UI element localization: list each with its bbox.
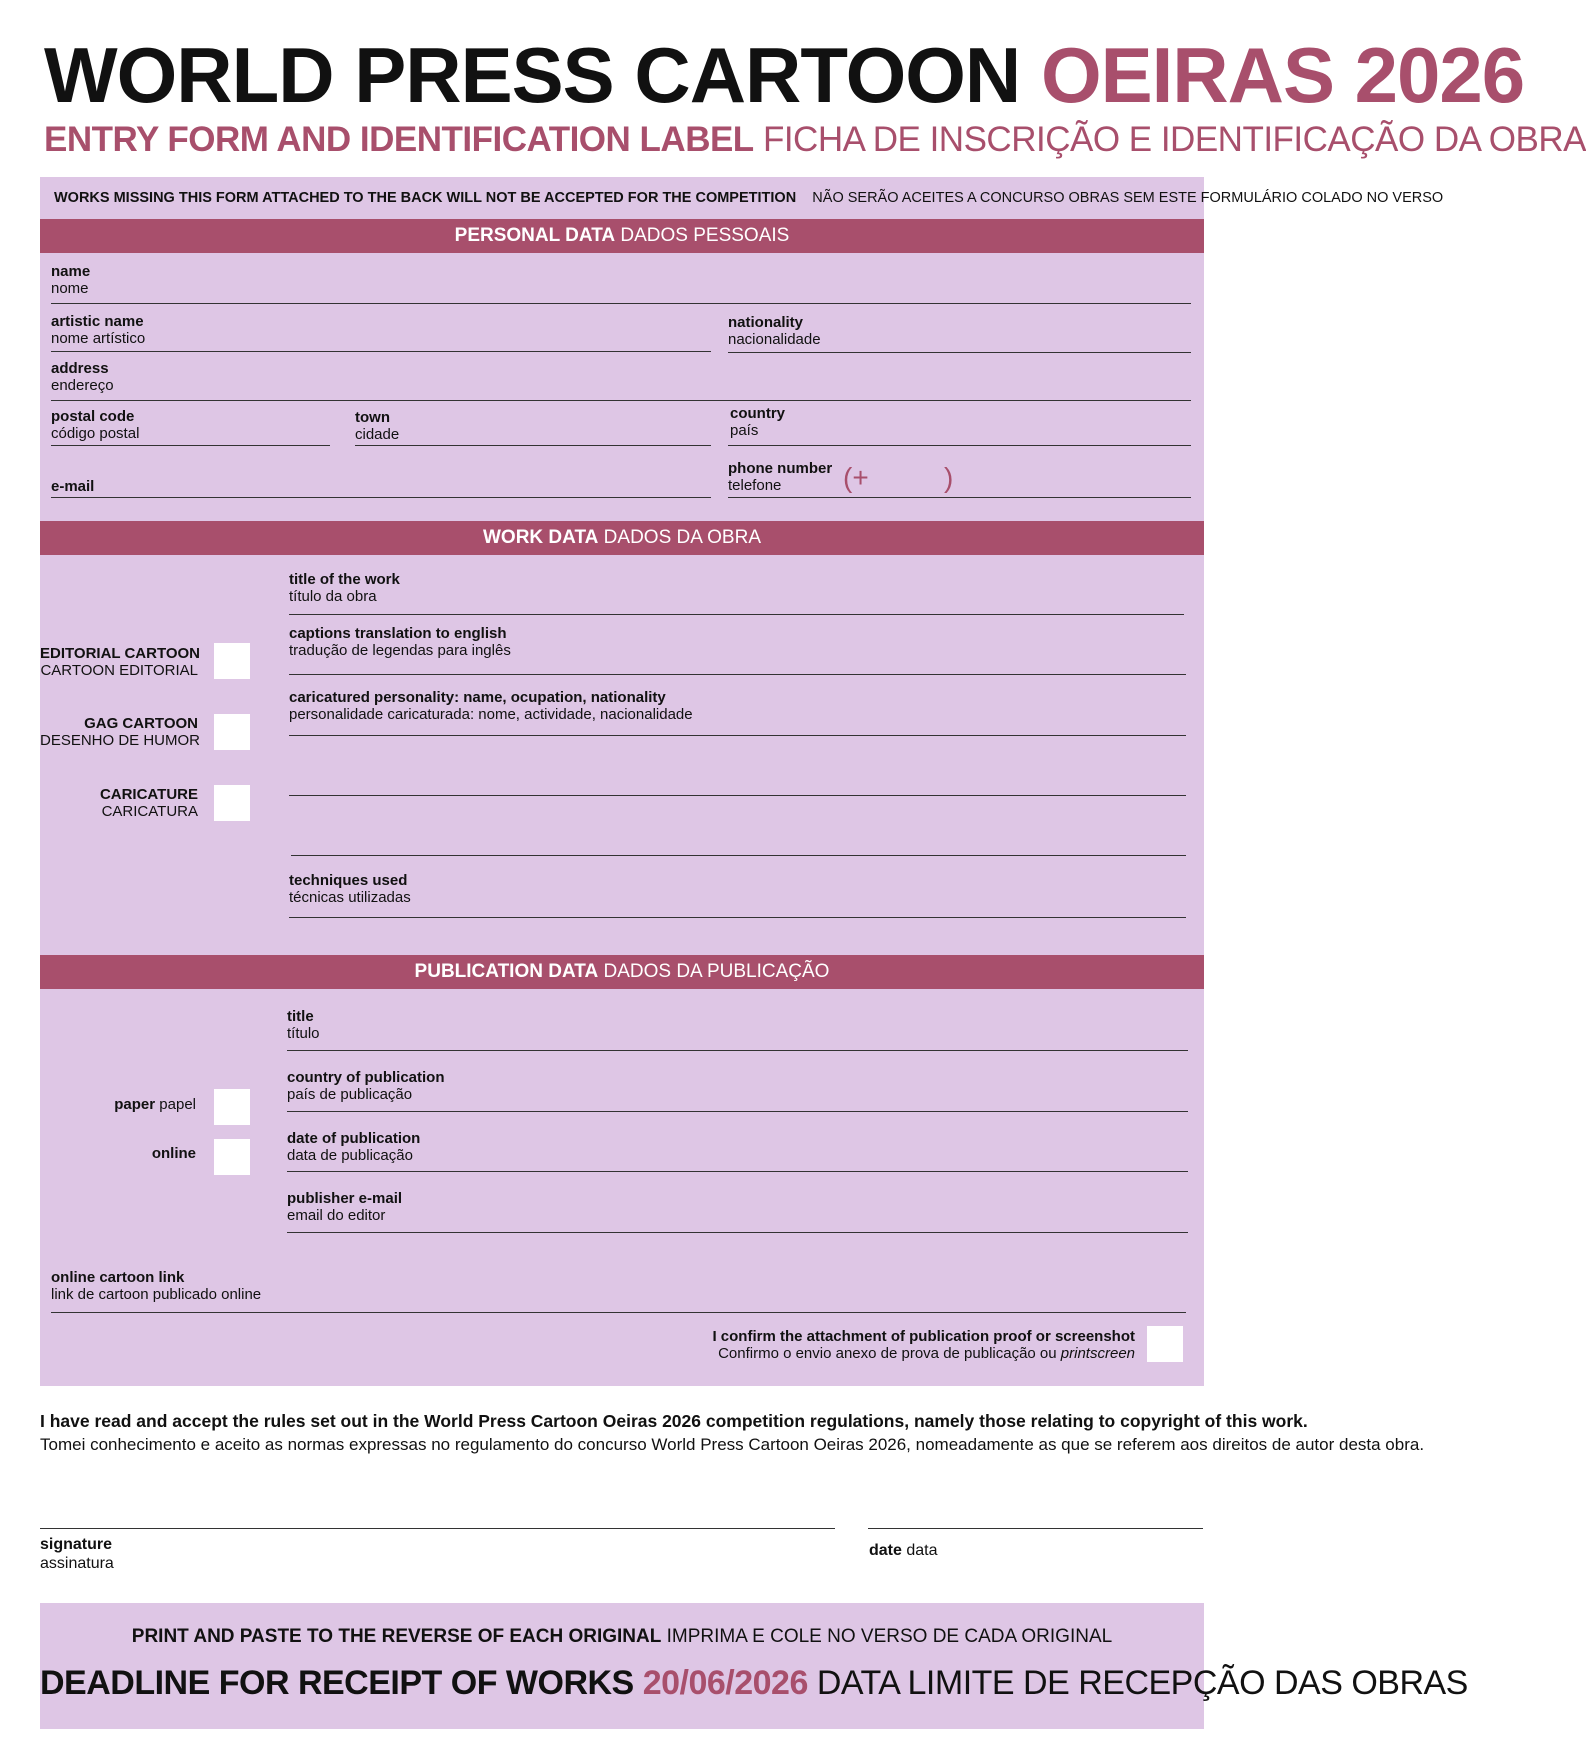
publication-country-field[interactable] <box>287 1111 1188 1112</box>
deadline-en: DEADLINE FOR RECEIPT OF WORKS <box>40 1664 634 1702</box>
publication-title-field[interactable] <box>287 1050 1188 1051</box>
country-field[interactable] <box>728 445 1191 446</box>
work-band-en: WORK DATA <box>483 527 599 548</box>
phone-label: phone number telefone <box>728 460 833 494</box>
deadline-pt: DATA LIMITE DE RECEPÇÃO DAS OBRAS <box>816 1664 1468 1702</box>
declaration-en: I have read and accept the rules set out in the World Press Cartoon Oeiras 2026 competition regulations, namely those relating to copyright of this work. <box>40 1411 1308 1431</box>
personality-field-2[interactable] <box>289 795 1186 796</box>
postal-code-field[interactable] <box>51 445 330 446</box>
category-gag-label: GAG CARTOON DESENHO DE HUMOR <box>40 715 201 749</box>
phone-prefix-close: ) <box>944 462 954 493</box>
warning-en: WORKS MISSING THIS FORM ATTACHED TO THE BACK WILL NOT BE ACCEPTED FOR THE COMPETITION <box>54 190 797 206</box>
postal-code-label: postal code código postal <box>51 408 140 442</box>
personal-data-band <box>40 219 1204 253</box>
category-gag-checkbox[interactable] <box>214 714 250 750</box>
page-title <box>44 30 1525 120</box>
warning-notice <box>54 188 1444 208</box>
form-panel <box>40 177 1204 1386</box>
phone-prefix: (+ <box>843 462 869 493</box>
publication-title-label: title título <box>287 1008 320 1042</box>
subtitle-pt: FICHA DE INSCRIÇÃO E IDENTIFICAÇÃO DA OBRA <box>762 120 1586 159</box>
personality-field-3[interactable] <box>291 855 1186 856</box>
phone-field[interactable] <box>728 497 1191 498</box>
online-link-label: online cartoon link link de cartoon publicado online <box>51 1269 262 1303</box>
confirm-label: I confirm the attachment of publication proof or screenshot Confirmo o envio anexo de prova de publicação ou printscreen <box>712 1328 1135 1362</box>
subtitle-en: ENTRY FORM AND IDENTIFICATION LABEL <box>44 120 754 159</box>
work-title-field[interactable] <box>289 614 1184 615</box>
email-field[interactable] <box>51 497 711 498</box>
address-label: address endereço <box>51 360 114 394</box>
deadline-date: 20/06/2026 <box>642 1664 808 1702</box>
signature-label: signature assinatura <box>40 1536 114 1572</box>
date-field[interactable] <box>868 1528 1203 1529</box>
nationality-label: nationality nacionalidade <box>728 314 821 348</box>
confirm-checkbox[interactable] <box>1147 1326 1183 1362</box>
category-caricature-label: CARICATURE CARICATURA <box>99 786 198 820</box>
work-title-label: title of the work título da obra <box>289 571 400 605</box>
publisher-email-field[interactable] <box>287 1232 1188 1233</box>
publication-date-label: date of publication data de publicação <box>287 1130 421 1164</box>
declaration-pt: Tomei conhecimento e aceito as normas expressas no regulamento do concurso World Press Cartoon Oeiras 2026, nomeadamente as que se referem aos direitos de autor desta obra. <box>40 1435 1425 1454</box>
work-band-pt: DADOS DA OBRA <box>603 527 761 548</box>
personal-band-pt: DADOS PESSOAIS <box>620 225 790 246</box>
online-link-field[interactable] <box>51 1312 1186 1313</box>
title-main: WORLD PRESS CARTOON <box>44 31 1021 119</box>
town-label: town cidade <box>355 409 400 443</box>
online-checkbox[interactable] <box>214 1139 250 1175</box>
online-label: online <box>151 1145 196 1162</box>
captions-field[interactable] <box>289 674 1186 675</box>
artistic-name-field[interactable] <box>51 351 711 352</box>
print-instructions <box>40 1625 1204 1649</box>
techniques-label: techniques used técnicas utilizadas <box>289 872 411 906</box>
print-pt: IMPRIMA E COLE NO VERSO DE CADA ORIGINAL <box>666 1626 1113 1647</box>
title-accent: OEIRAS 2026 <box>1040 31 1525 119</box>
page-subtitle <box>44 115 1586 165</box>
country-label: country país <box>730 405 786 439</box>
category-editorial-label: EDITORIAL CARTOON CARTOON EDITORIAL <box>40 645 201 679</box>
nationality-field[interactable] <box>728 352 1191 353</box>
publication-date-field[interactable] <box>287 1171 1188 1172</box>
signature-field[interactable] <box>40 1528 835 1529</box>
artistic-name-label: artistic name nome artístico <box>51 313 146 347</box>
personality-field-1[interactable] <box>289 735 1186 736</box>
publication-band-pt: DADOS DA PUBLICAÇÃO <box>603 961 830 982</box>
personality-label: caricatured personality: name, ocupation, nationality personalidade caricaturada: nome, actividade, nacionalidade <box>289 689 693 723</box>
category-caricature-checkbox[interactable] <box>214 785 250 821</box>
date-label: date data <box>869 1542 938 1559</box>
deadline-notice <box>40 1662 1468 1704</box>
email-label: e-mail <box>51 478 95 495</box>
address-field[interactable] <box>51 400 1191 401</box>
town-field[interactable] <box>355 445 711 446</box>
publication-data-band <box>40 955 1204 989</box>
publisher-email-label: publisher e-mail email do editor <box>287 1190 403 1224</box>
publication-band-en: PUBLICATION DATA <box>414 961 599 982</box>
warning-pt: NÃO SERÃO ACEITES A CONCURSO OBRAS SEM ESTE FORMULÁRIO COLADO NO VERSO <box>812 190 1444 206</box>
personal-band-en: PERSONAL DATA <box>454 225 616 246</box>
work-data-band <box>40 521 1204 555</box>
captions-label: captions translation to english tradução de legendas para inglês <box>289 625 511 659</box>
name-field[interactable] <box>51 303 1191 304</box>
paper-checkbox[interactable] <box>214 1089 250 1125</box>
publication-country-label: country of publication país de publicação <box>287 1069 445 1103</box>
name-label: name nome <box>51 263 91 297</box>
category-editorial-checkbox[interactable] <box>214 643 250 679</box>
print-en: PRINT AND PASTE TO THE REVERSE OF EACH ORIGINAL <box>131 1626 662 1647</box>
techniques-field[interactable] <box>289 917 1186 918</box>
paper-label: paper papel <box>114 1096 196 1113</box>
